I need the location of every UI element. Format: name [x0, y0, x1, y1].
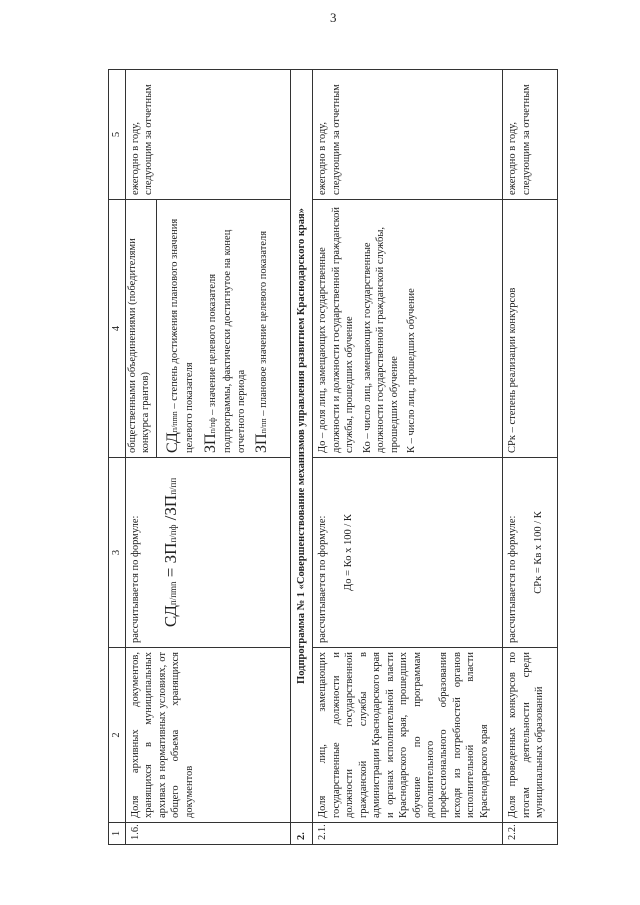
row-number: 2.1.	[313, 823, 503, 845]
page-number: 3	[330, 10, 337, 25]
calc-method: рассчитывается по формуле:	[507, 515, 519, 643]
section-title: Подпрограмма № 1 «Совершенствование механизмов управления развитием Краснодарского края»	[291, 70, 313, 823]
section-row	[291, 70, 313, 845]
header-cell: 1	[109, 823, 126, 845]
variable-description: СДп/пmn – степень достижения планового значения целевого показателя	[163, 218, 196, 453]
variable-description: К – число лиц, прошедших обучение	[406, 288, 418, 453]
formula: СДп/пmn = ЗПп/пф /ЗПп/пп	[161, 477, 181, 628]
calc-method-cell	[503, 458, 558, 648]
variable-description: СРк – степень реализации конкурсов	[507, 287, 519, 453]
formula: До = Ко х 100 / К	[342, 514, 354, 591]
variables-cell	[313, 200, 503, 458]
calc-method-cell	[126, 458, 291, 648]
period-cell: ежегодно в году, следующим за отчетным	[313, 70, 503, 200]
variables-cell	[503, 200, 558, 458]
row-number: 2.2.	[503, 823, 558, 845]
calc-method-cell	[313, 458, 503, 648]
table-row	[503, 70, 558, 845]
variable-description: До – доля лиц, замещающих государственные должности и должности государственной гражданской службы, прошедших обучение	[317, 206, 356, 453]
row-number: 1.6.	[126, 823, 291, 845]
indicator-name: Доля лиц, замещающих государственные должности и должности государственной гражданской службы в администрации Краснодарского края и органах исполнительной власти Краснодарского края, прошедших обучение по программам дополнительного профессионального образования исходя из потребностей органов исполнительной власти Краснодарского края	[313, 648, 503, 823]
variables-cell	[126, 200, 291, 458]
formula: СРк = Кв х 100 / К	[532, 511, 544, 594]
header-cell: 2	[109, 648, 126, 823]
indicator-name: Доля архивных документов, хранящихся в муниципальных архивах в нормативных условиях, от общего объема хранящихся документов	[126, 648, 291, 823]
indicator-name: Доля проведенных конкурсов по итогам деятельности среди муниципальных образований	[503, 648, 558, 823]
variable-description: Ко – число лиц, замещающих государственные должности государственной гражданской службы, прошедших обучение	[361, 227, 400, 453]
table-row	[313, 70, 503, 845]
header-cell: 5	[109, 70, 126, 200]
rotated-table-wrapper	[108, 70, 568, 845]
header-row	[109, 70, 126, 845]
variable-description: ЗПп/пп – плановое значение целевого показателя	[253, 230, 271, 453]
header-cell: 3	[109, 458, 126, 648]
section-number: 2.	[291, 823, 313, 845]
period-cell: ежегодно в году, следующим за отчетным	[503, 70, 558, 200]
indicators-table	[108, 69, 558, 845]
calc-method: рассчитывается по формуле:	[130, 515, 141, 643]
calc-method: рассчитывается по формуле:	[317, 515, 329, 643]
variable-description: ЗПп/пф – значение целевого показателя подпрограммы, фактически достигнутое на конец отчетного периода	[201, 229, 247, 453]
variables-continuation: общественными объединениями (победителями конкурса грантов)	[126, 200, 157, 457]
table-row	[126, 70, 291, 845]
period-cell: ежегодно в году, следующим за отчетным	[126, 70, 291, 200]
header-cell: 4	[109, 200, 126, 458]
